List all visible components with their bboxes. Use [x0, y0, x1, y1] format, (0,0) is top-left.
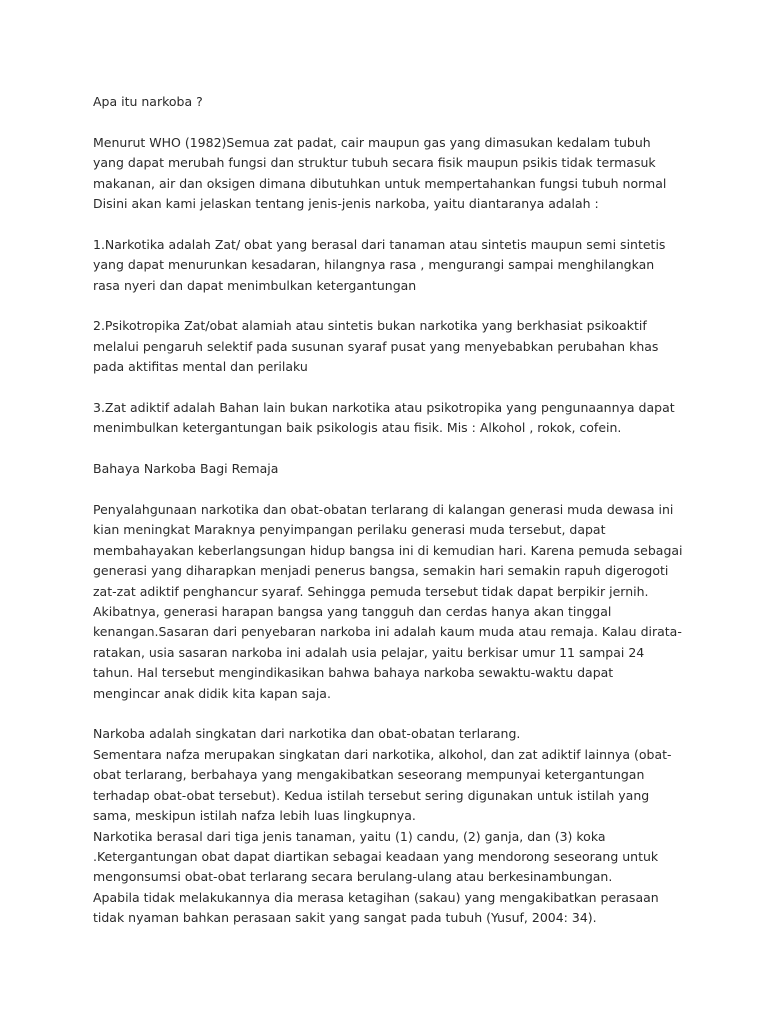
spacer [93, 296, 683, 316]
section-paragraph: Penyalahgunaan narkotika dan obat-obatan terlarang di kalangan generasi muda dewasa ini kian meningkat Maraknya penyimpangan perilaku generasi muda tersebut, dapat membahayakan keberlangsungan hidup bangsa ini di kemudian hari. Karena pemuda sebagai generasi yang diharapkan menjadi penerus bangsa, semakin hari semakin rapuh digerogoti zat-zat adiktif penghancur syaraf. Sehingga pemuda tersebut tidak dapat berpikir jernih. Akibatnya, generasi harapan bangsa yang tangguh dan cerdas hanya akan tinggal kenangan.Sasaran dari penyebaran narkoba ini adalah kaum muda atau remaja. Kalau dirata-ratakan, usia sasaran narkoba ini adalah usia pelajar, yaitu berkisar umur 11 sampai 24 tahun. Hal tersebut mengindikasikan bahwa bahaya narkoba sewaktu-waktu dapat mengincar anak didik kita kapan saja. [93, 502, 683, 701]
spacer [93, 112, 683, 132]
document-title: Apa itu narkoba ? [93, 94, 203, 109]
closing-line-definition: Narkoba adalah singkatan dari narkotika dan obat-obatan terlarang. [93, 726, 521, 742]
closing-line-sakau: Apabila tidak melakukannya dia merasa ketagihan (sakau) yang mengakibatkan perasaan tidak nyaman bahkan perasaan sakit yang sangat pada tubuh (Yusuf, 2004: 34). [93, 889, 659, 926]
closing-line-tanaman: Narkotika berasal dari tiga jenis tanaman, yaitu (1) candu, (2) ganja, dan (3) koka [93, 828, 606, 844]
section-heading: Bahaya Narkoba Bagi Remaja [93, 461, 279, 477]
list-item-zat-adiktif: 3.Zat adiktif adalah Bahan lain bukan narkotika atau psikotropika yang pengunaannya dapat menimbulkan ketergantungan baik psikologis atau fisik. Mis : Alkohol , rokok, cofein. [93, 400, 675, 436]
document-page [93, 92, 683, 929]
list-item-psikotropika: 2.Psikotropika Zat/obat alamiah atau sintetis bukan narkotika yang berkhasiat psikoaktif melalui pengaruh selektif pada susunan syaraf pusat yang menyebabkan perubahan khas pada aktifitas mental dan perilaku [93, 318, 659, 375]
closing-line-ketergantungan: .Ketergantungan obat dapat diartikan sebagai keadaan yang mendorong seseorang untuk mengonsumsi obat-obat terlarang secara berulang-ulang atau berkesinambungan. [93, 848, 659, 885]
spacer [93, 480, 683, 500]
list-item-narkotika: 1.Narkotika adalah Zat/ obat yang berasal dari tanaman atau sintetis maupun semi sintetis yang dapat menurunkan kesadaran, hilangnya rasa , mengurangi sampai menghilangkan rasa nyeri dan dapat menimbulkan ketergantungan [93, 236, 666, 293]
spacer [93, 378, 683, 398]
spacer [93, 439, 683, 459]
spacer [93, 704, 683, 724]
spacer [93, 214, 683, 234]
closing-line-nafza: Sementara nafza merupakan singkatan dari narkotika, alkohol, dan zat adiktif lainnya (obat-obat terlarang, berbahaya yang mengakibatkan seseorang mempunyai ketergantungan terhadap obat-obat tersebut). Kedua istilah tersebut sering digunakan untuk istilah yang sama, meskipun istilah nafza lebih luas lingkupnya. [93, 746, 672, 824]
intro-paragraph: Menurut WHO (1982)Semua zat padat, cair maupun gas yang dimasukan kedalam tubuh yang dapat merubah fungsi dan struktur tubuh secara fisik maupun psikis tidak termasuk makanan, air dan oksigen dimana dibutuhkan untuk mempertahankan fungsi tubuh normal Disini akan kami jelaskan tentang jenis-jenis narkoba, yaitu diantaranya adalah : [93, 134, 667, 212]
